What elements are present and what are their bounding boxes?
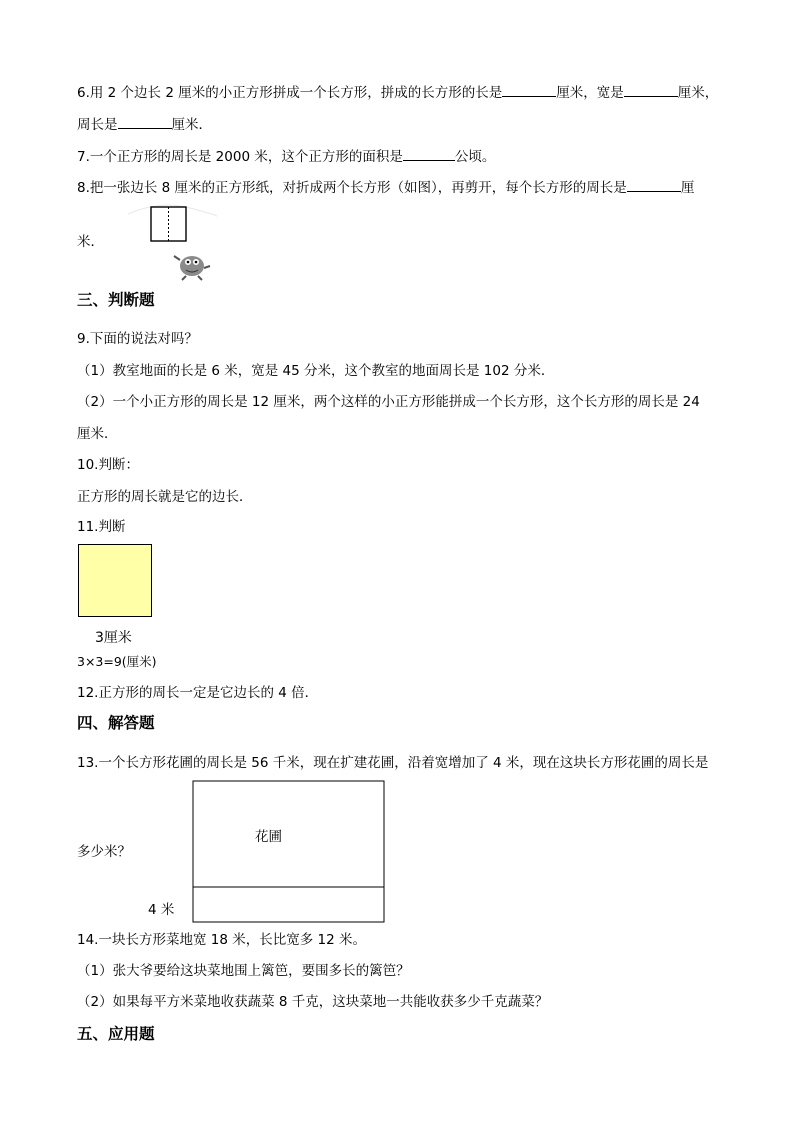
section-5-heading: 五、应用题 <box>77 1025 155 1043</box>
q6-text-a: 6.用 2 个边长 2 厘米的小正方形拼成一个长方形，拼成的长方形的长是 <box>77 85 503 101</box>
question-11-formula: 3×3=9(厘米) <box>77 654 157 669</box>
question-13-line-2: 多少米？ <box>77 844 131 860</box>
garden-diagram <box>192 780 386 924</box>
question-6-line-1 <box>77 82 718 102</box>
section-4-heading: 四、解答题 <box>77 714 155 732</box>
q8-text-b: 厘 <box>680 180 695 196</box>
section-3-heading: 三、判断题 <box>77 291 155 309</box>
q7-text-b: 公顷。 <box>454 149 496 165</box>
yellow-square <box>78 544 152 617</box>
question-11-title: 11.判断 <box>77 519 126 535</box>
question-9-item-2-line-1: （2）一个小正方形的周长是 12 厘米，两个这样的小正方形能拼成一个长方形，这个长方形的周长是 24 <box>77 394 700 410</box>
extension-label: 4 米 <box>148 902 175 918</box>
garden-label: 花圃 <box>255 829 282 845</box>
question-12: 12.正方形的周长一定是它边长的 4 倍． <box>77 685 319 701</box>
question-13-line-1: 13.一个长方形花圃的周长是 56 千米，现在扩建花圃，沿着宽增加了 4 米，现在这块长方形花圃的周长是 <box>77 755 709 771</box>
question-10-statement: 正方形的周长就是它的边长． <box>77 489 253 505</box>
garden-rectangle <box>193 781 384 922</box>
q8-text-a: 8.把一张边长 8 厘米的正方形纸，对折成两个长方形（如图），再剪开，每个长方形的周长是 <box>77 180 627 196</box>
q6-blank-perimeter[interactable] <box>118 114 172 129</box>
question-14-item-1: （1）张大爷要给这块菜地围上篱笆，要围多长的篱笆？ <box>77 963 410 979</box>
question-14-item-2: （2）如果每平方米菜地收获蔬菜 8 千克，这块菜地一共能收获多少千克蔬菜？ <box>77 994 549 1010</box>
q6-blank-length[interactable] <box>502 82 556 97</box>
question-8-line-2: 米． <box>77 234 104 250</box>
question-9-title: 9.下面的说法对吗？ <box>77 331 198 347</box>
q6-text-c: 厘米， <box>677 85 719 101</box>
q7-blank-area[interactable] <box>403 146 455 161</box>
q6-text-e: 厘米． <box>171 117 212 133</box>
question-7 <box>77 146 495 166</box>
question-6-line-2 <box>77 114 212 134</box>
q8-blank-perimeter[interactable] <box>627 177 681 192</box>
q6-blank-width[interactable] <box>624 82 678 97</box>
q7-text-a: 7.一个正方形的周长是 2000 米，这个正方形的面积是 <box>77 149 403 165</box>
q6-text-b: 厘米，宽是 <box>556 85 624 101</box>
question-9-item-1: （1）教室地面的长是 6 米，宽是 45 分米，这个教室的地面周长是 102 分米． <box>77 363 555 379</box>
question-9-item-2-line-2: 厘米． <box>77 426 118 442</box>
cartoon-character-icon <box>174 256 210 280</box>
question-10-title: 10.判断： <box>77 457 139 473</box>
question-8-line-1 <box>77 177 694 197</box>
q6-text-d: 周长是 <box>77 117 118 133</box>
square-side-label: 3厘米 <box>95 630 132 646</box>
question-14: 14.一块长方形菜地宽 18 米，长比宽多 12 米。 <box>77 932 366 948</box>
folded-square-figure <box>120 196 220 284</box>
